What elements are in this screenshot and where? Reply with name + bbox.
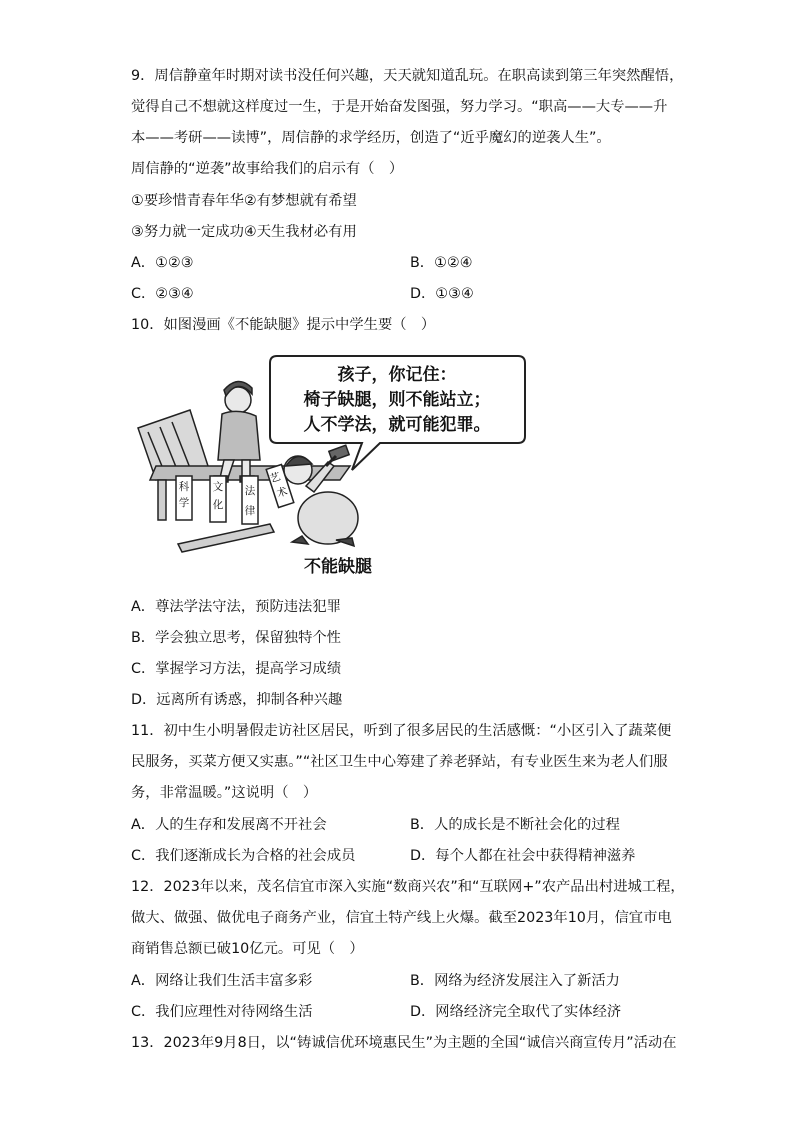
leg-label-art-2: 术	[275, 485, 290, 500]
adult-figure	[284, 445, 358, 546]
chair-leg-science	[176, 476, 192, 520]
q11-option-d: D．每个人都在社会中获得精神滋养	[410, 848, 636, 864]
q9-option-a: A．①②③	[131, 255, 194, 271]
leg-label-culture-2: 化	[212, 499, 224, 511]
q11-text-line-3: 务，非常温暖。”这说明（ ）	[131, 785, 318, 801]
leg-label-art-1: 艺	[268, 470, 283, 486]
q11-text-line-1: 11．初中生小明暑假走访社区居民，听到了很多居民的生活感慨：“小区引入了蔬菜便	[131, 723, 672, 739]
q13-text-line-1: 13．2023年9月8日，以“铸诚信优环境惠民生”为主题的全国“诚信兴商宣传月”活动在	[131, 1035, 677, 1051]
q9-items-1: ①要珍惜青春年华②有梦想就有希望	[131, 193, 357, 209]
cartoon-figure	[130, 348, 530, 580]
q9-stem: 周信静的“逆袭”故事给我们的启示有（ ）	[131, 161, 404, 177]
q12-option-a: A．网络让我们生活丰富多彩	[131, 973, 313, 989]
leg-label-culture-1: 文	[212, 481, 224, 493]
bubble-line-1: 孩子，你记住：	[337, 365, 457, 385]
q9-text-line-1: 9．周信静童年时期对读书没任何兴趣，天天就知道乱玩。在职高读到第三年突然醒悟，	[131, 68, 684, 84]
bubble-line-2: 椅子缺腿，则不能站立；	[303, 390, 491, 410]
q11-option-c: C．我们逐渐成长为合格的社会成员	[131, 848, 356, 864]
q9-text-line-2: 觉得自己不想就这样度过一生，于是开始奋发图强，努力学习。“职高——大专——升	[131, 99, 668, 115]
leg-label-law-2: 律	[244, 505, 256, 517]
q12-option-c: C．我们应理性对待网络生活	[131, 1004, 313, 1020]
leg-label-science-2: 学	[178, 497, 190, 509]
q12-text-line-2: 做大、做强、做优电子商务产业，信宜土特产线上火爆。截至2023年10月，信宜市电	[131, 910, 672, 926]
q11-option-b: B．人的成长是不断社会化的过程	[410, 817, 620, 833]
q12-option-d: D．网络经济完全取代了实体经济	[410, 1004, 622, 1020]
q12-text-line-1: 12．2023年以来，茂名信宜市深入实施“数商兴农”和“互联网+”农产品出村进城工程，	[131, 879, 685, 895]
q9-text-line-3: 本——考研——读博”，周信静的求学经历，创造了“近乎魔幻的逆袭人生”。	[131, 130, 611, 146]
cartoon-illustration	[130, 348, 530, 580]
q9-items-2: ③努力就一定成功④天生我材必有用	[131, 224, 357, 240]
q9-option-d: D．①③④	[410, 286, 474, 302]
q11-text-line-2: 民服务，买菜方便又实惠。”“社区卫生中心筹建了养老驿站，有专业医生来为老人们服	[131, 754, 668, 770]
q9-option-c: C．②③④	[131, 286, 194, 302]
cartoon-caption: 不能缺腿	[304, 557, 372, 577]
leg-label-science-1: 科	[178, 481, 190, 493]
q9-option-b: B．①②④	[410, 255, 473, 271]
leg-label-law-1: 法	[244, 485, 256, 497]
q12-option-b: B．网络为经济发展注入了新活力	[410, 973, 620, 989]
q10-option-c: C．掌握学习方法，提高学习成绩	[131, 661, 342, 677]
q11-option-a: A．人的生存和发展离不开社会	[131, 817, 327, 833]
q12-text-line-3: 商销售总额已破10亿元。可见（ ）	[131, 941, 364, 957]
chair-leg-law	[242, 476, 258, 524]
chair-leg-culture	[210, 476, 226, 522]
bubble-line-3: 人不学法，就可能犯罪。	[303, 415, 491, 435]
q10-stem: 10．如图漫画《不能缺腿》提示中学生要（ ）	[131, 317, 436, 333]
q10-option-b: B．学会独立思考，保留独特个性	[131, 630, 341, 646]
q10-option-d: D．远离所有诱惑，抑制各种兴趣	[131, 692, 343, 708]
q10-option-a: A．尊法学法守法，预防违法犯罪	[131, 599, 341, 615]
